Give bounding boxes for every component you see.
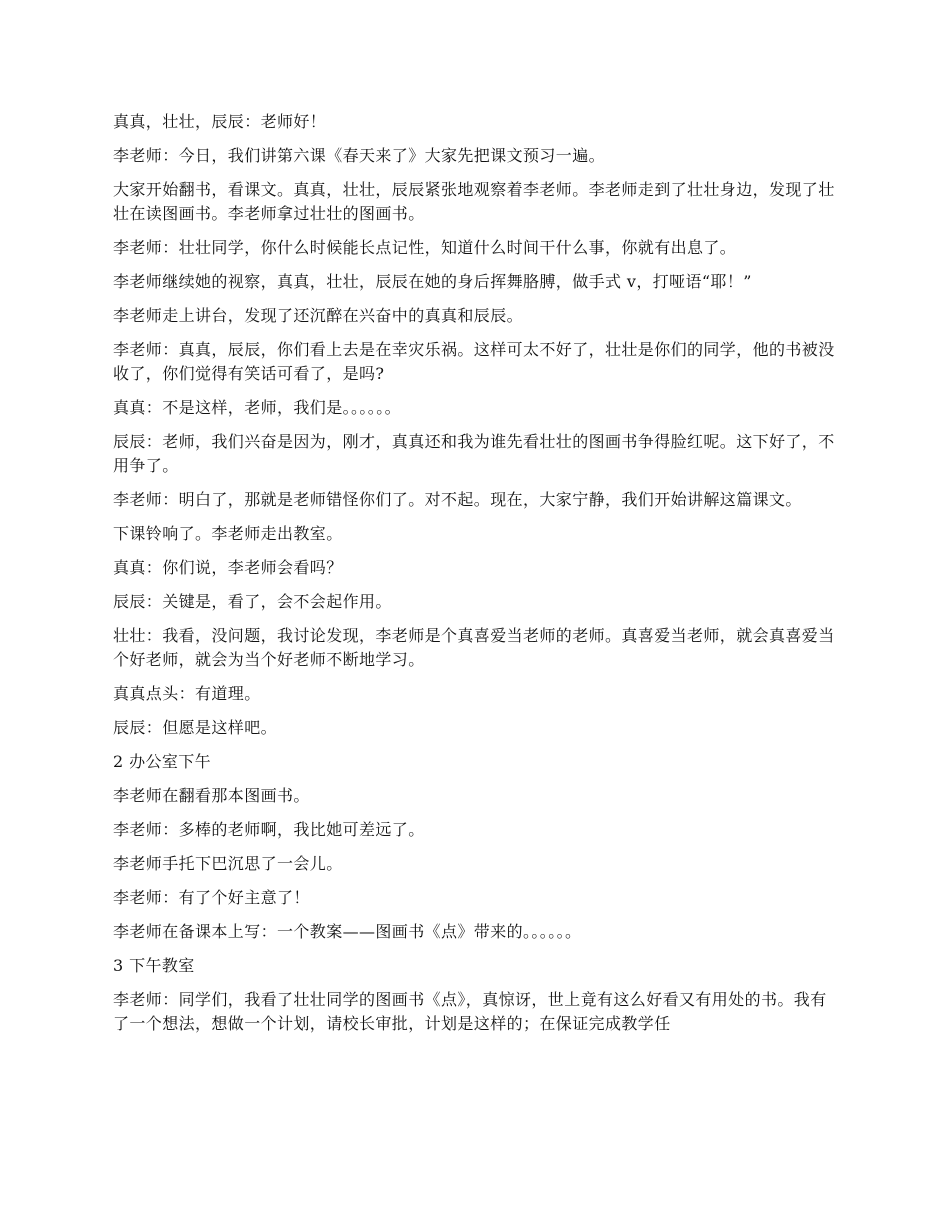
paragraph: 李老师：有了个好主意了！ [113,888,310,907]
paragraph: 李老师继续她的视察，真真，壮壮，辰辰在她的身后挥舞胳膊，做手式 v，打哑语“耶！” [113,272,752,291]
paragraph: 辰辰：但愿是这样吧。 [113,718,278,737]
section-heading: 2 办公室下午 [113,752,212,771]
paragraph: 真真：不是这样，老师，我们是。。。。。。 [113,398,402,417]
paragraph: 李老师走上讲台，发现了还沉醉在兴奋中的真真和辰辰。 [113,306,524,325]
paragraph: 下课铃响了。李老师走出教室。 [113,524,343,543]
paragraph: 李老师手托下巴沉思了一会儿。 [113,854,343,873]
paragraph: 真真，壮壮，辰辰：老师好！ [113,112,327,131]
paragraph: 大家开始翻书，看课文。真真，壮壮，辰辰紧张地观察着李老师。李老师走到了壮壮身边，发现了壮壮在读图画书。李老师拿过壮壮的图画书。 [113,180,835,223]
paragraph: 李老师：今日，我们讲第六课《春天来了》大家先把课文预习一遍。 [113,146,606,165]
paragraph: 李老师：多棒的老师啊，我比她可差远了。 [113,820,425,839]
section-heading: 3 下午教室 [113,956,195,975]
paragraph: 李老师：真真，辰辰，你们看上去是在幸灾乐祸。这样可太不好了，壮壮是你们的同学，他的书被没收了，你们觉得有笑话可看了，是吗? [113,340,835,383]
paragraph: 李老师：同学们，我看了壮壮同学的图画书《点》，真惊讶，世上竟有这么好看又有用处的书。我有了一个想法，想做一个计划，请校长审批，计划是这样的；在保证完成教学任 [113,990,827,1033]
paragraph: 壮壮：我看，没问题，我讨论发现，李老师是个真喜爱当老师的老师。真喜爱当老师，就会真喜爱当个好老师，就会为当个好老师不断地学习。 [113,626,835,669]
paragraph: 李老师在翻看那本图画书。 [113,786,310,805]
paragraph: 李老师：明白了，那就是老师错怪你们了。对不起。现在，大家宁静，我们开始讲解这篇课文。 [113,490,802,509]
paragraph: 李老师在备课本上写：一个教案——图画书《点》带来的。。。。。。 [113,922,582,941]
paragraph: 辰辰：老师，我们兴奋是因为，刚才，真真还和我为谁先看壮壮的图画书争得脸红呢。这下好了，不用争了。 [113,432,835,475]
document-body [113,110,841,1046]
paragraph: 李老师：壮壮同学，你什么时候能长点记性，知道什么时间干什么事，你就有出息了。 [113,238,737,257]
paragraph: 辰辰：关键是，看了，会不会起作用。 [113,592,392,611]
paragraph: 真真：你们说，李老师会看吗？ [113,558,343,577]
paragraph: 真真点头：有道理。 [113,684,261,703]
